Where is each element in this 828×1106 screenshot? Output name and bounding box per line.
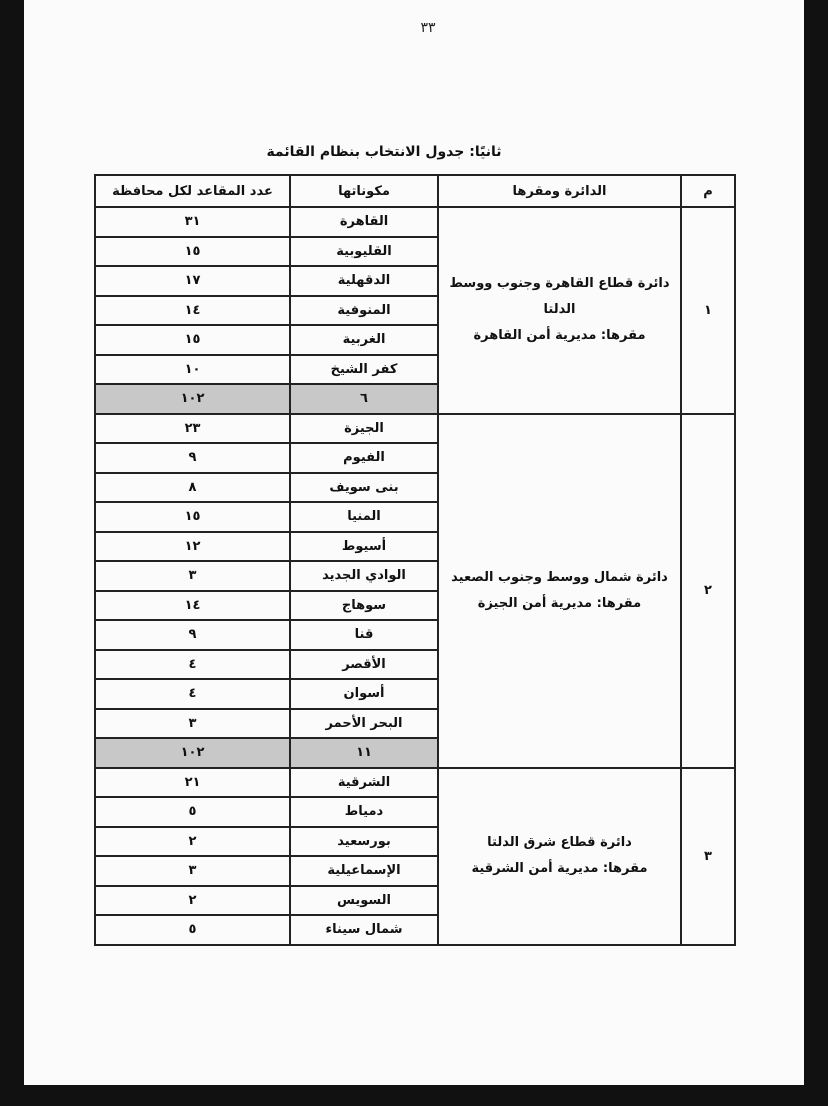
governorate-name: بنى سويف <box>290 473 438 503</box>
governorate-name: سوهاج <box>290 591 438 621</box>
header-number: م <box>681 175 735 207</box>
district-name: دائرة شمال ووسط وجنوب الصعيد <box>451 569 668 585</box>
district-cell <box>438 414 681 768</box>
governorate-seats: ١٤ <box>95 296 290 326</box>
governorate-seats: ٢١ <box>95 768 290 798</box>
governorate-seats: ٢ <box>95 886 290 916</box>
governorate-name: الفيوم <box>290 443 438 473</box>
governorate-name: الغربية <box>290 325 438 355</box>
total-seats: ١٠٢ <box>95 738 290 768</box>
governorate-name: قنا <box>290 620 438 650</box>
district-seat: مقرها: مديرية أمن الجيزة <box>477 595 642 611</box>
header-seats: عدد المقاعد لكل محافظة <box>95 175 290 207</box>
governorate-name: الأقصر <box>290 650 438 680</box>
governorate-name: المنيا <box>290 502 438 532</box>
governorate-name: القاهرة <box>290 207 438 237</box>
governorate-name: كفر الشيخ <box>290 355 438 385</box>
governorate-seats: ١٤ <box>95 591 290 621</box>
governorate-name: الجيزة <box>290 414 438 444</box>
governorate-seats: ٥ <box>95 797 290 827</box>
governorate-seats: ٤ <box>95 679 290 709</box>
governorate-name: الشرقية <box>290 768 438 798</box>
district-name: دائرة قطاع شرق الدلتا <box>487 835 632 850</box>
governorate-name: الوادي الجديد <box>290 561 438 591</box>
total-seats: ١٠٢ <box>95 384 290 414</box>
header-district: الدائرة ومقرها <box>438 175 681 207</box>
governorate-name: السويس <box>290 886 438 916</box>
table-header-row <box>95 175 735 207</box>
header-components: مكوناتها <box>290 175 438 207</box>
governorate-seats: ١٥ <box>95 502 290 532</box>
election-table <box>94 174 736 946</box>
total-governorate-count: ٦ <box>290 384 438 414</box>
governorate-name: الإسماعيلية <box>290 856 438 886</box>
governorate-seats: ١٥ <box>95 237 290 267</box>
governorate-seats: ٣ <box>95 709 290 739</box>
governorate-seats: ١٠ <box>95 355 290 385</box>
table-body <box>95 207 735 945</box>
governorate-name: دمياط <box>290 797 438 827</box>
governorate-seats: ٢٣ <box>95 414 290 444</box>
governorate-seats: ٣ <box>95 561 290 591</box>
governorate-seats: ١٥ <box>95 325 290 355</box>
governorate-name: البحر الأحمر <box>290 709 438 739</box>
governorate-name: المنوفية <box>290 296 438 326</box>
table-row <box>95 414 735 444</box>
governorate-seats: ٣ <box>95 856 290 886</box>
district-name: دائرة قطاع القاهرة وجنوب ووسط الدلتا <box>449 276 670 318</box>
page-number: ٣٣ <box>420 20 436 36</box>
governorate-name: أسوان <box>290 679 438 709</box>
total-governorate-count: ١١ <box>290 738 438 768</box>
governorate-seats: ٨ <box>95 473 290 503</box>
governorate-seats: ٢ <box>95 827 290 857</box>
governorate-seats: ٥ <box>95 915 290 945</box>
governorate-seats: ٩ <box>95 620 290 650</box>
table-row <box>95 207 735 237</box>
governorate-seats: ٤ <box>95 650 290 680</box>
table-row <box>95 768 735 798</box>
district-cell <box>438 768 681 945</box>
section-heading: ثانيًا: جدول الانتخاب بنظام القائمة <box>266 144 502 160</box>
governorate-seats: ١٧ <box>95 266 290 296</box>
governorate-seats: ١٢ <box>95 532 290 562</box>
governorate-name: بورسعيد <box>290 827 438 857</box>
district-cell <box>438 207 681 414</box>
governorate-seats: ٣١ <box>95 207 290 237</box>
governorate-name: أسيوط <box>290 532 438 562</box>
district-seat: مقرها: مديرية أمن القاهرة <box>473 328 646 344</box>
governorate-name: الدقهلية <box>290 266 438 296</box>
governorate-name: شمال سيناء <box>290 915 438 945</box>
district-number: ٢ <box>681 414 735 768</box>
governorate-name: القليوبية <box>290 237 438 267</box>
document-page <box>24 0 804 1085</box>
governorate-seats: ٩ <box>95 443 290 473</box>
district-seat: مقرها: مديرية أمن الشرقية <box>471 861 648 876</box>
district-number: ٣ <box>681 768 735 945</box>
district-number: ١ <box>681 207 735 414</box>
